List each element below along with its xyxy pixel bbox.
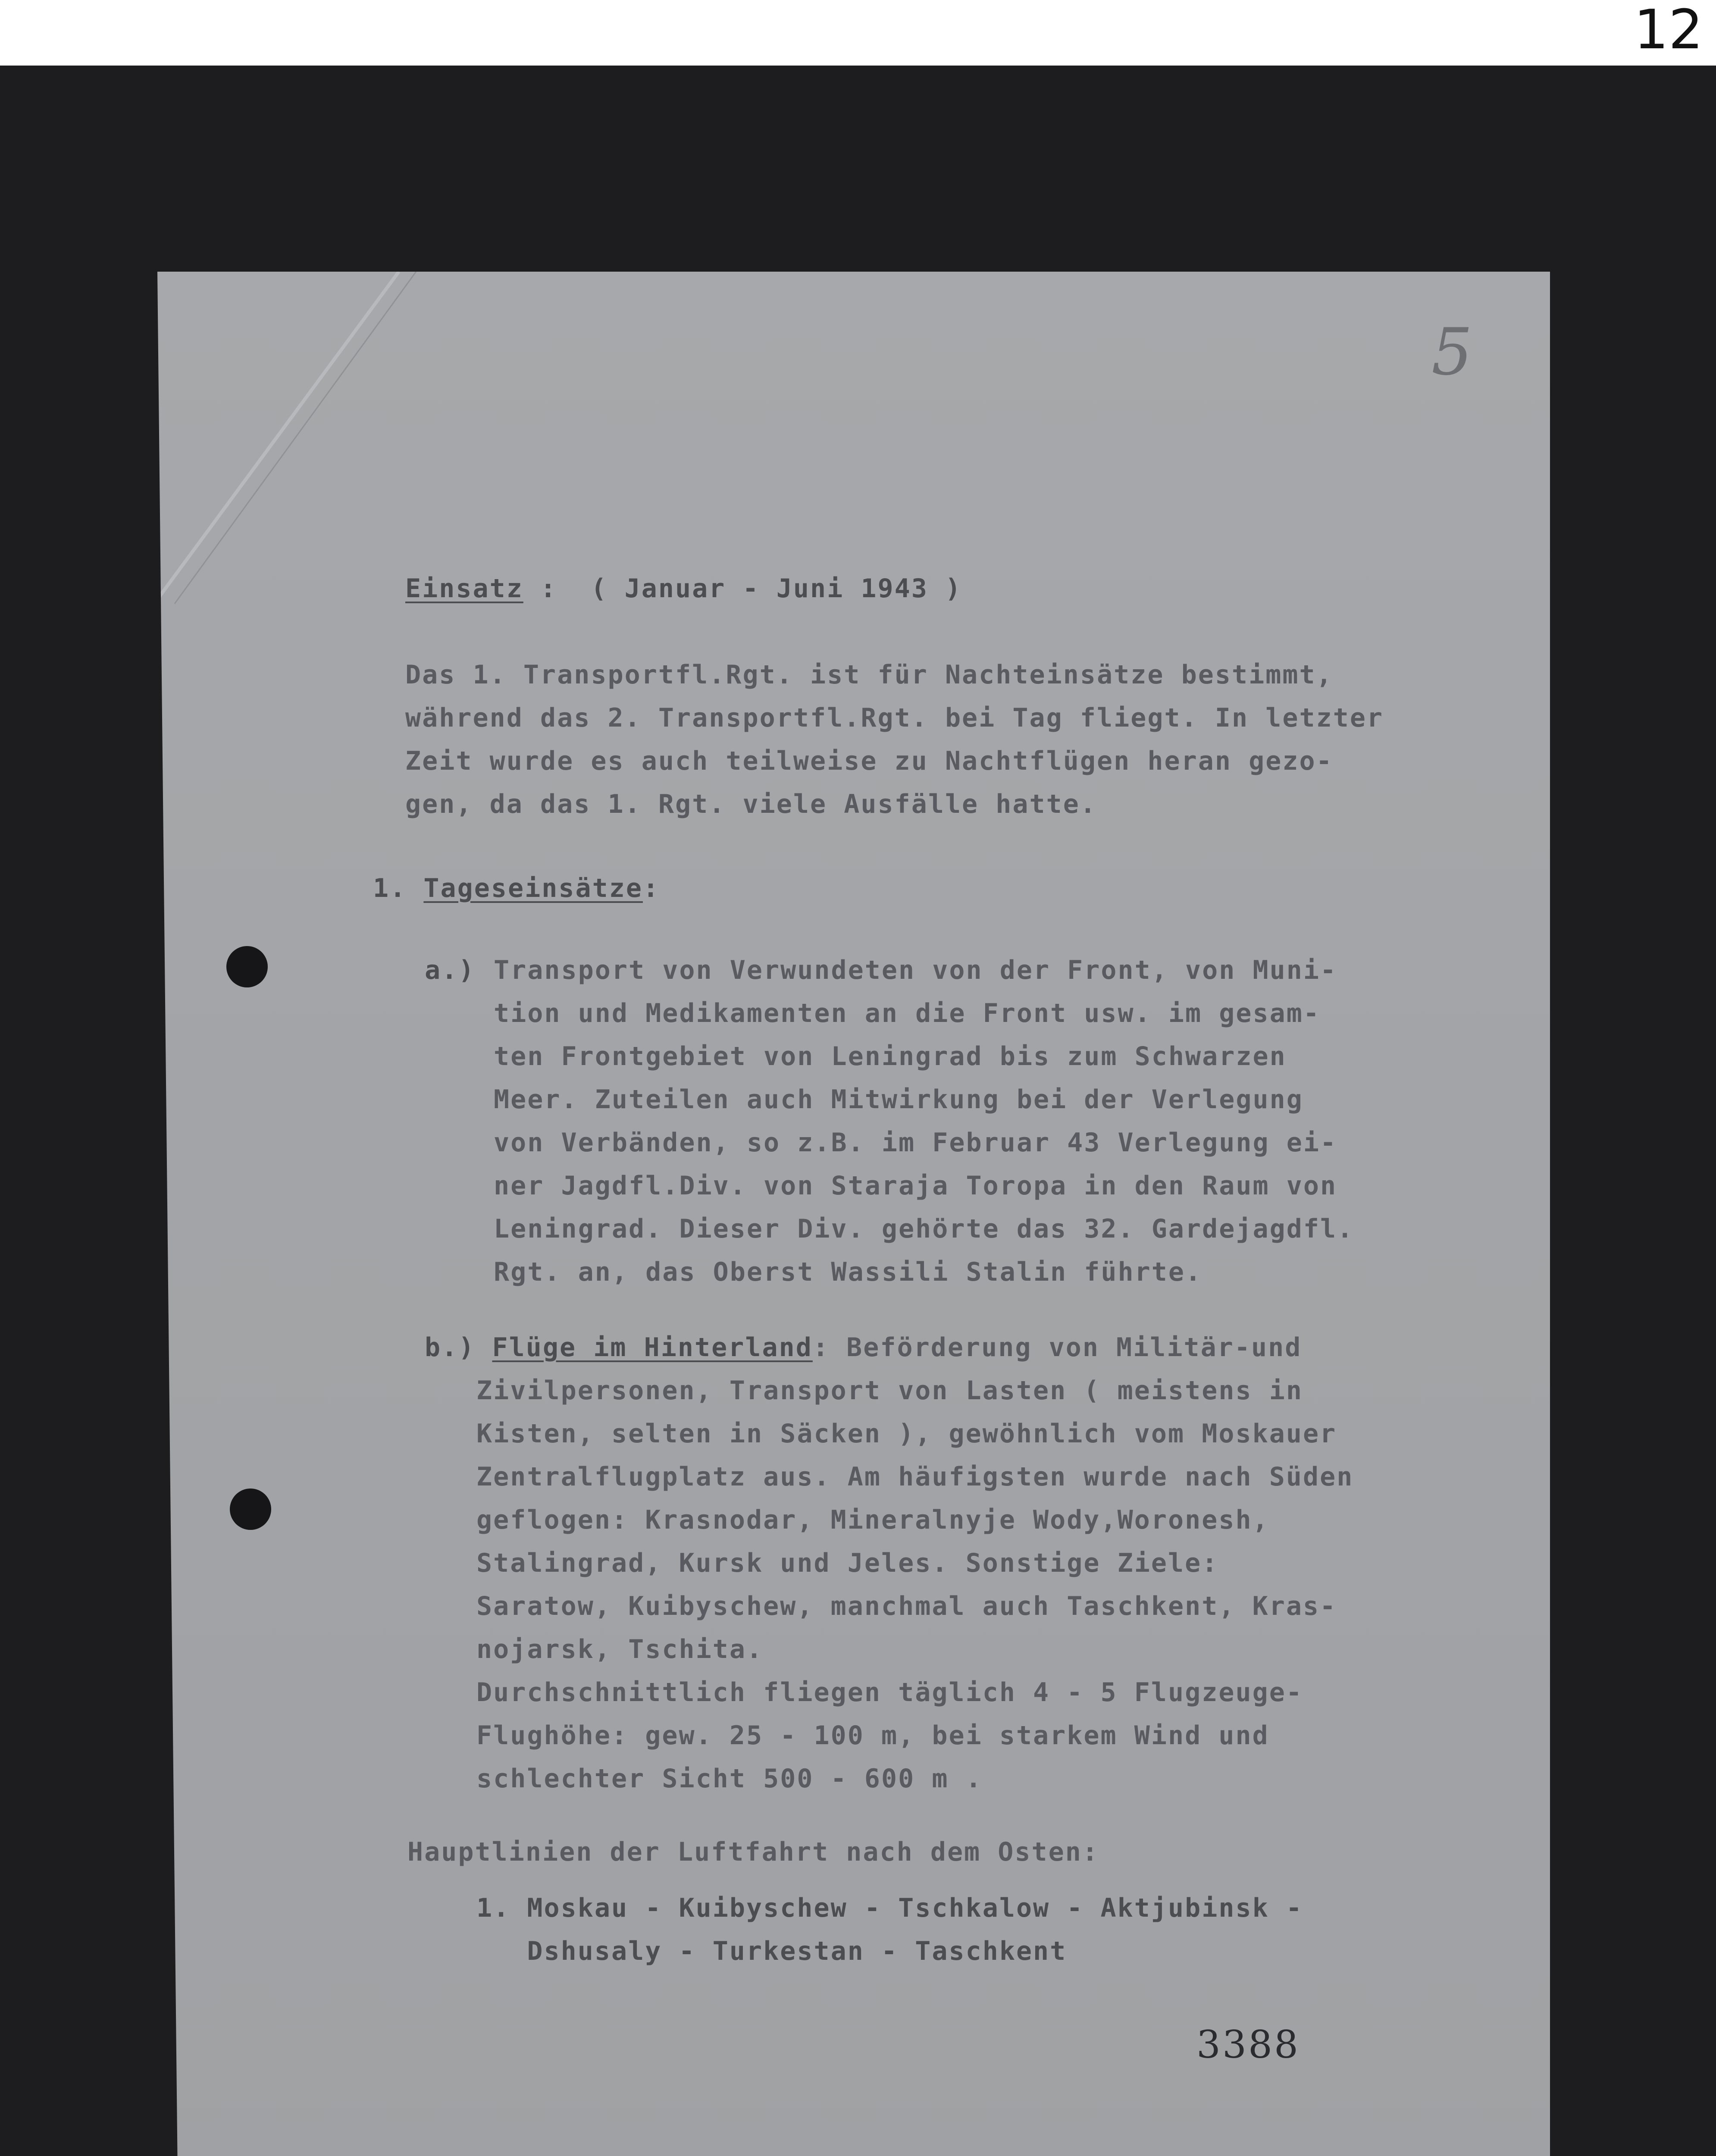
item-b-line: Kisten, selten in Säcken ), gewöhnlich vom Moskauer	[476, 1419, 1337, 1449]
item-b-line: geflogen: Krasnodar, Mineralnyje Wody,Woronesh,	[476, 1505, 1269, 1535]
heading-suffix: : ( Januar - Juni 1943 )	[523, 573, 962, 604]
item-a-line: Transport von Verwundeten von der Front, von Muni-	[494, 955, 1337, 985]
item-b-line: schlechter Sicht 500 - 600 m .	[476, 1764, 983, 1794]
item-b-line: Saratow, Kuibyschew, manchmal auch Taschkent, Kras-	[476, 1591, 1337, 1621]
item-a-line: von Verbänden, so z.B. im Februar 43 Verlegung ei-	[494, 1128, 1337, 1158]
intro-line: Zeit wurde es auch teilweise zu Nachtflügen heran gezo-	[405, 746, 1333, 776]
section-1-number: 1.	[373, 873, 424, 903]
item-b-first-line	[425, 1326, 1302, 1369]
item-b-line: Flughöhe: gew. 25 - 100 m, bei starkem Wind und	[476, 1720, 1269, 1751]
item-a-line: Rgt. an, das Oberst Wassili Stalin führte.	[494, 1257, 1202, 1287]
handwritten-page-mark: 5	[1431, 315, 1473, 390]
item-b-title: Flüge im Hinterland	[492, 1332, 813, 1363]
intro-line: Das 1. Transportfl.Rgt. ist für Nachteinsätze bestimmt,	[405, 660, 1333, 690]
item-b-first-line-rest: : Beförderung von Militär-und	[812, 1332, 1302, 1363]
document-number: 3388	[1196, 2022, 1300, 2067]
item-b-line: Stalingrad, Kursk und Jeles. Sonstige Ziele:	[476, 1548, 1219, 1578]
section-1-colon: :	[642, 873, 660, 903]
item-b-line: nojarsk, Tschita.	[476, 1634, 764, 1664]
punch-hole-top	[226, 946, 268, 987]
item-b-line: Zentralflugplatz aus. Am häufigsten wurde nach Süden	[476, 1462, 1354, 1492]
item-a-paragraph	[494, 949, 1354, 1294]
main-lines-item: Dshusaly - Turkestan - Taschkent	[476, 1936, 1067, 1966]
punch-hole-bottom	[230, 1489, 271, 1530]
intro-paragraph	[405, 653, 1384, 826]
main-lines-heading: Hauptlinien der Luftfahrt nach dem Osten:	[407, 1837, 1099, 1867]
item-a-label: a.)	[425, 955, 476, 985]
section-1-heading	[373, 867, 660, 910]
heading-title: Einsatz	[405, 573, 523, 604]
main-lines-item: 1. Moskau - Kuibyschew - Tschkalow - Aktjubinsk -	[476, 1893, 1303, 1923]
item-b-line: Durchschnittlich fliegen täglich 4 - 5 Flugzeuge-	[476, 1677, 1303, 1708]
item-b-line: Zivilpersonen, Transport von Lasten ( meistens in	[476, 1376, 1303, 1406]
intro-line: während das 2. Transportfl.Rgt. bei Tag fliegt. In letzter	[405, 703, 1384, 733]
item-b-paragraph	[476, 1369, 1353, 1800]
item-a-line: ten Frontgebiet von Leningrad bis zum Schwarzen	[494, 1041, 1287, 1072]
item-b-label: b.)	[425, 1332, 476, 1363]
item-a-line: tion und Medikamenten an die Front usw. im gesam-	[494, 998, 1321, 1028]
item-a-line: Leningrad. Dieser Div. gehörte das 32. Gardejagdfl.	[494, 1214, 1354, 1244]
item-a-line: ner Jagdfl.Div. von Staraja Toropa in den Raum von	[494, 1171, 1337, 1201]
section-1-title: Tageseinsätze	[423, 873, 643, 903]
intro-line: gen, da das 1. Rgt. viele Ausfälle hatte.	[405, 789, 1097, 819]
main-lines-list	[476, 1887, 1303, 1973]
scan-page-number: 12	[1634, 0, 1703, 61]
document-heading	[405, 567, 962, 610]
item-a-line: Meer. Zuteilen auch Mitwirkung bei der Verlegung	[494, 1084, 1303, 1115]
